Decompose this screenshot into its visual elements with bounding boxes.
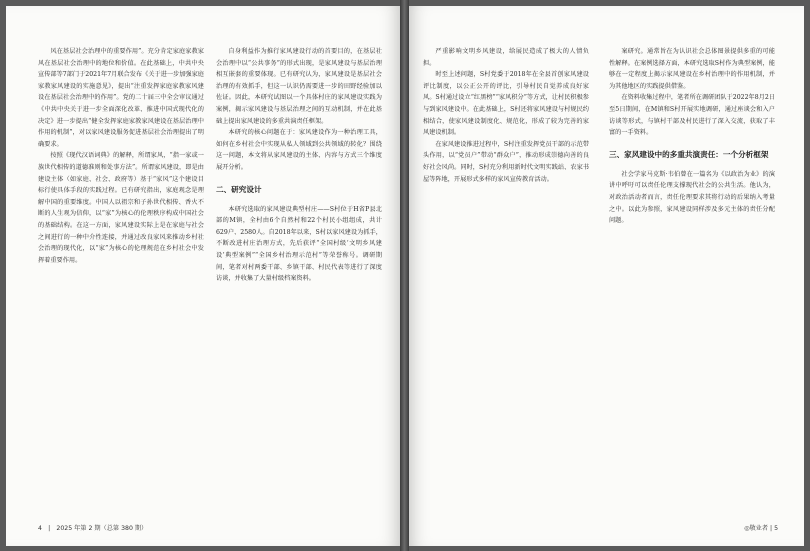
paragraph: 严重影响文明乡风建设，给展民造成了极大的人情负担。: [423, 48, 589, 67]
paragraph: 本研究的核心问题在于：家风建设作为一种治理工具，如何在乡村社会中实现从私人领域到公共领域的转化？围绕这一问题，本文将从家风建设的主体、内容与方式三个维度展开分析。: [216, 129, 382, 171]
left-page: [6, 6, 400, 546]
paragraph: 案研究。通常旨在为认识社会总体图景提供多重的可能性解释。在案例选择方面，本研究选取S村作为典型案例，能够在一定程度上揭示家风建设在乡村治理中的作用机制，并为其他地区的实践提供借鉴。: [609, 48, 775, 90]
book-gutter: [400, 0, 409, 551]
paragraph: 社会学家马克斯·韦伯曾在一篇名为《以政治为业》的演讲中呼吁可以责任伦理支撑现代社会的公共生活。他认为，对政治活动者而言，责任伦理要求其将行动的后果纳入考量之中。以此为参照，家风建设同样涉及多元主体的责任分配问题。: [609, 170, 775, 225]
paragraph: 在家风建设推进过程中，S村注重发挥党员干部的示范带头作用，以“党员户”带动“群众户”，推动形成崇德向善的良好社会风尚。同时，S村充分利用新时代文明实践站、农家书屋等阵地，开展形式多样的家风宣传教育活动。: [423, 140, 589, 183]
page-footer: 4 | 2025 年第 2 期（总第 380 期）: [38, 525, 148, 532]
paragraph: 按照《现代汉语词典》的解释，所谓家风，“指一家或一族世代相传的道德准则和处事方法”。所谓家风建设，即是由建设主体（如家庭、社会、政府等）基于“家风”这个建设目标行使具体手段的实践过程。已有研究指出，家庭观念是理解中国的重要维度。中国人以祖宗和子孙世代相传、香火不断的人生观为信仰，以“家”为核心的伦理秩序构成中国社会的基础结构。在这一方面，家风建设实际上是在家庭与社会之间进行的一种中介性连接，并通过改良家风来推动乡村社会治理的现代化，以“家”为核心的伦理规范在乡村社会中发挥着重要作用。: [38, 152, 204, 264]
paragraph: 风在基层社会治理中的重要作用”。充分肯定家庭家教家风在基层社会治理中的地位和价值。在此基础上，中共中央宣传部等7部门于2021年7月联合发布《关于进一步加强家庭家教家风建设的实施意见》，提出“注重发挥家庭家教家风建设在基层社会治理中的作用”。党的二十届三中全会审议通过《中共中央关于进一步全面深化改革、推进中国式现代化的决定》进一步提出“健全发挥家庭家教家风建设在基层治理中作用的机制”，对以家风建设服务促进基层社会治理提出了明确要求。: [38, 48, 204, 148]
right-column-1: [423, 46, 589, 185]
paragraph: 在资料收集过程中，笔者所在调研团队于2022年8月2日至5日期间，在M镇和S村开展实地调研，通过座谈会和入户访谈等形式，与镇村干部及村民进行了深入交流，获取了丰富的一手资料。: [609, 94, 775, 137]
right-column-2: [609, 46, 775, 227]
paragraph: 本研究选取的家风建设典型村庄——S村位于H省P县北部的M镇，全村由6个自然村和22个村民小组组成，共计629户、2580人。自2018年以来，S村以家风建设为抓手，不断改进村庄治理方式，先后获评“全国村级‘文明乡风建设’典型案例”“全国乡村治理示范村”等荣誉称号。调研期间，笔者对村两委干部、乡镇干部、村民代表等进行了深度访谈，并收集了大量村级档案资料。: [216, 205, 382, 283]
left-column-1: [38, 46, 204, 266]
page-number: 5: [774, 525, 778, 532]
publisher-mark: ◎敬业者: [744, 525, 769, 532]
paragraph: 时至上述问题，S村党委于2018年在全县首创家风建设评比制度，以公正公开的评比，引导村民自觉养成良好家风。S村通过设立“红黑榜”“家风积分”等方式，让村民积极参与到家风建设中。在此基础上，S村还将家风建设与村规民约相结合，使家风建设制度化、规范化，形成了较为完善的家风建设机制。: [423, 71, 589, 137]
section-heading: 三、家风建设中的多重共演责任：一个分析框架: [609, 149, 769, 159]
right-page: [409, 6, 804, 546]
section-heading: 二、研究设计: [216, 184, 262, 194]
left-column-2: [216, 46, 382, 285]
paragraph: 自身利益作为推行家风建设行动的首要目的，在基层社会治理中以“公共事务”的形式出现，是家风建设与基层治理相互嵌套的重要体现。已有研究认为，家风建设是基层社会治理的有效抓手，但这一认识仍需要进一步的田野经验加以佐证。因此，本研究试图以一个具体村庄的家风建设实践为案例，揭示家风建设与基层治理之间的互动机制，并在此基础上提出家风建设的多重共演责任框架。: [216, 48, 382, 125]
page-footer: ◎敬业者 | 5: [744, 525, 778, 532]
